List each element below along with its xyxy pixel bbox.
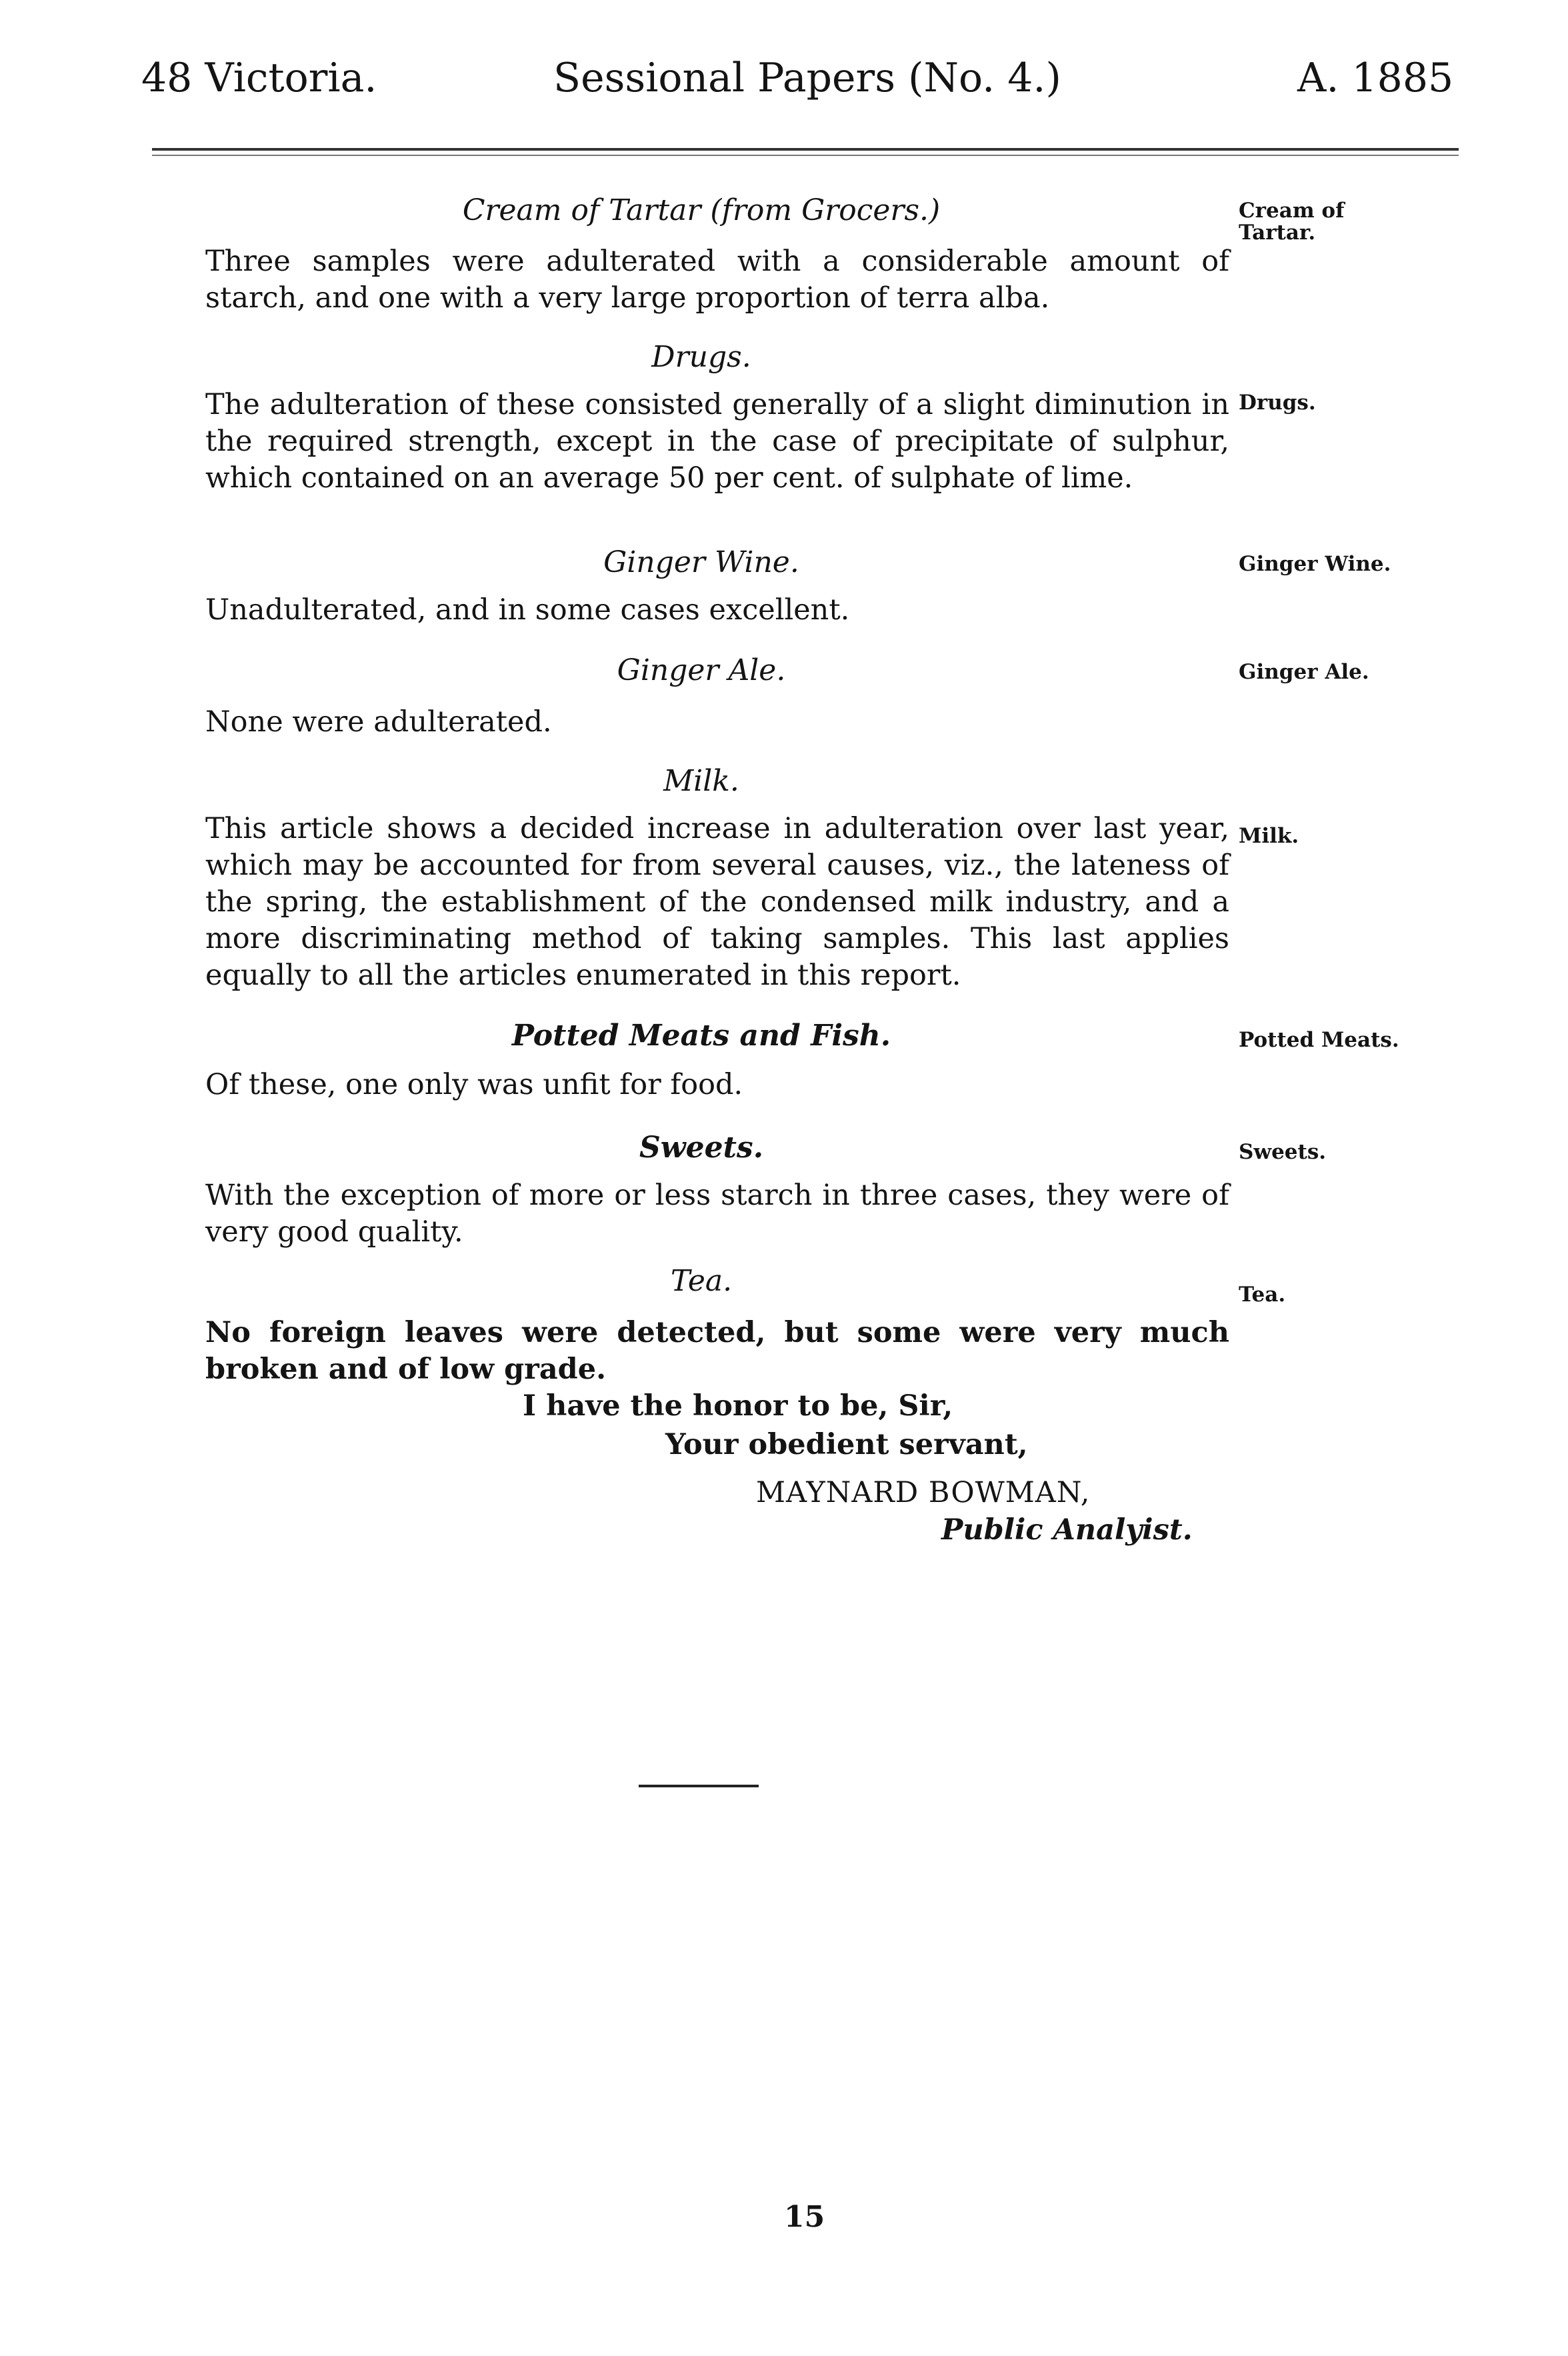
section-text-ginger-wine — [169, 592, 1229, 629]
section-text-potted-meats-body: Of these, one only was unfit for food. — [205, 1068, 743, 1101]
section-heading-tea: Tea. — [670, 1264, 733, 1298]
margin-note-cream-of-tartar-line2: Tartar. — [1239, 221, 1316, 245]
section-text-milk-body: This article shows a decided increase in adulteration over last year, which may be accounted for from several causes, viz., the lateness of the spring, the establishment of the condensed milk industry, and a more discriminating method of taking samples. This last applies equally to all the articles enumerated in this report. — [205, 812, 1229, 992]
section-text-ginger-wine-body: Unadulterated, and in some cases excellent. — [205, 593, 850, 627]
section-heading-drugs: Drugs. — [651, 340, 751, 374]
section-text-potted-meats — [169, 1067, 1229, 1103]
section-text-milk — [169, 811, 1229, 994]
margin-note-ginger-ale: Ginger Ale. — [1239, 660, 1369, 684]
header-rule-secondary — [152, 155, 1459, 156]
section-text-sweets — [169, 1177, 1229, 1251]
header-rule — [152, 148, 1459, 151]
closing-line-1: I have the honor to be, Sir, — [523, 1389, 953, 1423]
closing-line-2: Your obedient servant, — [665, 1428, 1028, 1461]
section-heading-milk: Milk. — [663, 764, 739, 798]
margin-note-ginger-wine: Ginger Wine. — [1239, 552, 1391, 576]
signature-title: Public Analyist. — [941, 1513, 1193, 1547]
section-text-tea — [169, 1315, 1229, 1388]
section-text-drugs — [169, 387, 1229, 497]
section-text-tea-body: No foreign leaves were detected, but some were very much broken and of low grade. — [205, 1316, 1229, 1386]
page-number: 15 — [784, 2200, 825, 2234]
signature-name: MAYNARD BOWMAN, — [756, 1476, 1091, 1509]
section-heading-potted-meats: Potted Meats and Fish. — [511, 1019, 891, 1053]
section-text-ginger-ale — [169, 704, 1229, 741]
section-heading-sweets: Sweets. — [639, 1131, 764, 1165]
margin-note-potted-meats: Potted Meats. — [1239, 1028, 1399, 1052]
end-rule — [639, 1785, 759, 1787]
margin-note-drugs: Drugs. — [1239, 391, 1316, 415]
header-right: A. 1885 — [1297, 55, 1454, 101]
section-text-drugs-body: The adulteration of these consisted generally of a slight diminution in the required strength, except in the case of precipitate of sulphur, which contained on an average 50 per cent. of sulphate of lime. — [205, 388, 1229, 495]
section-text-cream-of-tartar — [169, 243, 1229, 317]
section-heading-ginger-ale: Ginger Ale. — [617, 653, 786, 687]
margin-note-tea: Tea. — [1239, 1283, 1286, 1307]
section-text-sweets-body: With the exception of more or less starch in three cases, they were of very good quality. — [205, 1179, 1229, 1249]
header-title: Sessional Papers (No. 4.) — [553, 55, 1061, 101]
margin-note-sweets: Sweets. — [1239, 1140, 1327, 1164]
margin-note-cream-of-tartar-line1: Cream of — [1239, 199, 1345, 223]
section-text-cream-of-tartar-body: Three samples were adulterated with a considerable amount of starch, and one with a very large proportion of terra alba. — [205, 245, 1229, 315]
section-heading-cream-of-tartar: Cream of Tartar (from Grocers.) — [462, 193, 941, 227]
section-heading-ginger-wine: Ginger Wine. — [603, 545, 799, 579]
section-text-ginger-ale-body: None were adulterated. — [205, 705, 552, 739]
margin-note-cream-of-tartar — [1239, 200, 1344, 244]
header-left: 48 Victoria. — [141, 55, 377, 101]
margin-note-milk: Milk. — [1239, 824, 1299, 848]
